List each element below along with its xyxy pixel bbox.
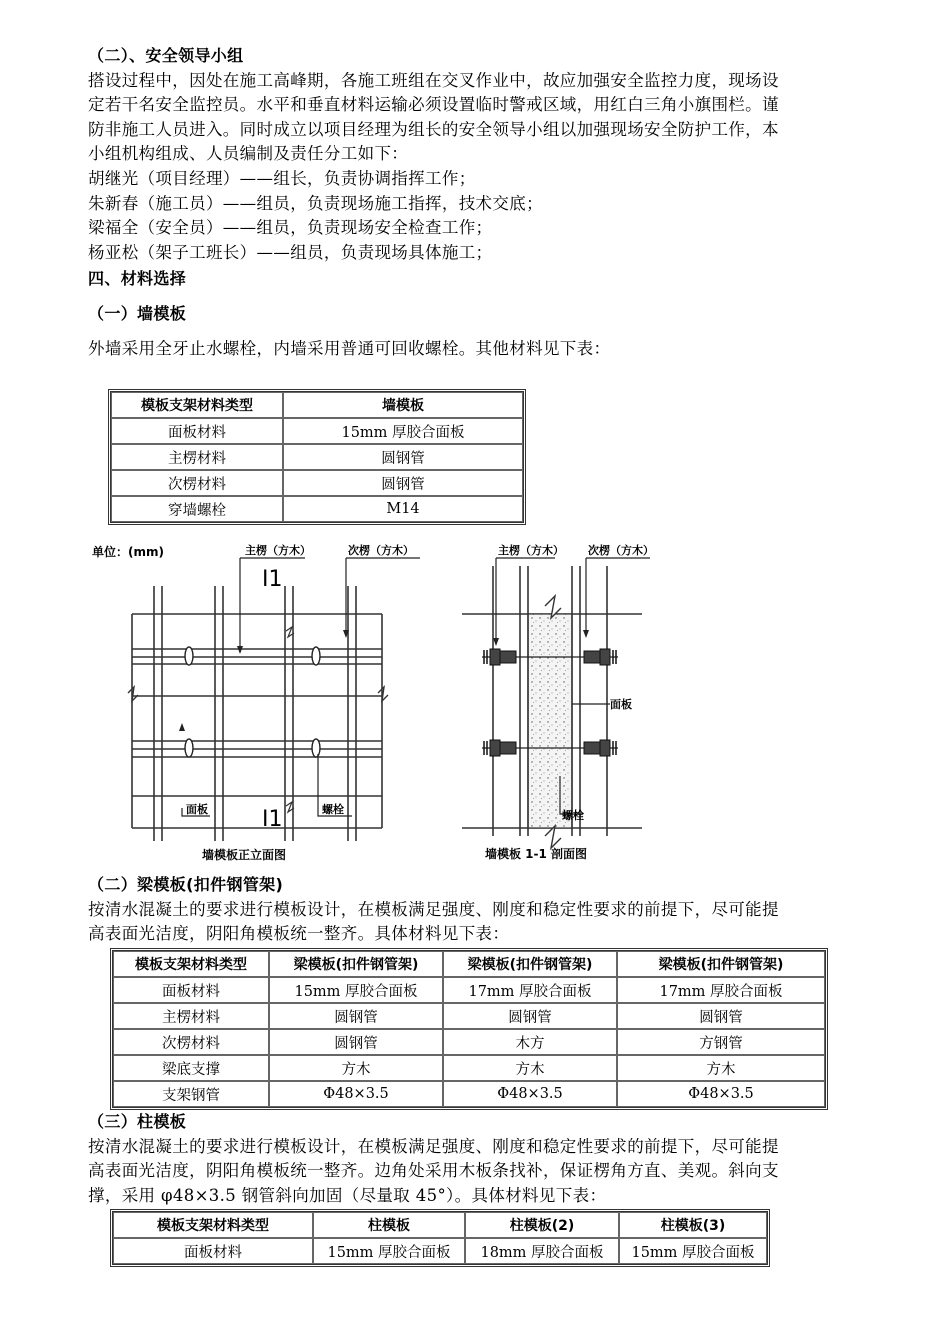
label-bolt: 螺栓 [322,803,344,816]
label-secondary-rib: 次楞（方木） [348,544,414,557]
document-page [88,44,878,361]
table-cell: 面板材料 [111,418,283,444]
table-row [113,1238,767,1264]
table-cell: 圆钢管 [283,470,523,496]
beam-section [88,873,878,947]
table-cell: 圆钢管 [617,1003,825,1029]
table-row [113,1081,825,1107]
table-cell: 18mm 厚胶合面板 [465,1238,619,1264]
section-heading-safety-group: （二）、安全领导小组 [88,46,244,65]
table-header-cell: 梁模板(扣件钢管架) [617,951,825,977]
table-cell: M14 [283,496,523,522]
member-line: 朱新春（施工员）——组员，负责现场施工指挥，技术交底； [88,193,543,213]
table-cell: 圆钢管 [283,444,523,470]
table-row [113,977,825,1003]
section-label-bolt: 螺栓 [562,809,584,822]
paragraph-line: 防非施工人员进入。同时成立以项目经理为组长的安全领导小组以加强现场安全防护工作，本 [88,119,779,139]
table-row [113,1003,825,1029]
table-cell: 方木 [269,1055,443,1081]
beam-formwork-table [110,948,828,1110]
table-header-row [113,951,825,977]
table-cell: 主楞材料 [111,444,283,470]
section-caption: 墙模板 1-1 剖面图 [485,847,588,861]
section-label-main-rib: 主楞（方木） [498,544,564,557]
column-formwork-table [110,1209,770,1267]
wall-formwork-text: 外墙采用全牙止水螺栓，内墙采用普通可回收螺栓。其他材料见下表： [88,338,611,358]
section-mark-top: I1 [262,567,283,592]
table-header-cell: 墙模板 [283,392,523,418]
table-cell: 梁底支撑 [113,1055,269,1081]
table-cell: 面板材料 [113,977,269,1003]
subheading-column-formwork: （三）柱模板 [88,1112,187,1131]
member-line: 胡继光（项目经理）——组长，负责协调指挥工作； [88,168,476,188]
table-cell: 17mm 厚胶合面板 [617,977,825,1003]
table-cell: Φ48×3.5 [443,1081,617,1107]
table-cell: Φ48×3.5 [269,1081,443,1107]
table-cell: 圆钢管 [269,1003,443,1029]
table-cell: 支架钢管 [113,1081,269,1107]
table-row [111,444,523,470]
table-header-cell: 柱模板 [313,1212,465,1238]
elevation-view [92,543,420,862]
table-header-row [113,1212,767,1238]
table-header-cell: 梁模板(扣件钢管架) [443,951,617,977]
section-label-secondary-rib: 次楞（方木） [588,544,654,557]
member-line: 杨亚松（架子工班长）——组员，负责现场具体施工； [88,242,493,262]
table-header-row [111,392,523,418]
table-cell: 圆钢管 [269,1029,443,1055]
table-cell: 15mm 厚胶合面板 [313,1238,465,1264]
table-cell: 方木 [617,1055,825,1081]
table-row [111,470,523,496]
table-cell: 木方 [443,1029,617,1055]
subheading-wall-formwork: （一）墙模板 [88,303,187,323]
table-cell: 主楞材料 [113,1003,269,1029]
unit-label: 单位：(mm) [92,545,164,559]
wall-formwork-figure [90,536,670,866]
table-cell: 15mm 厚胶合面板 [619,1238,767,1264]
table-header-cell: 柱模板(2) [465,1212,619,1238]
table-row [111,418,523,444]
table-cell: 穿墙螺栓 [111,496,283,522]
paragraph-line: 高表面光洁度，阴阳角模板统一整齐。边角处采用木板条找补，保证楞角方直、美观。斜向支 [88,1161,779,1181]
table-cell: 面板材料 [113,1238,313,1264]
label-panel: 面板 [186,803,208,816]
paragraph-line: 搭设过程中，因处在施工高峰期，各施工班组在交叉作业中，故应加强安全监控力度，现场设 [88,70,779,90]
table-row [111,496,523,522]
section-heading-materials: 四、材料选择 [88,269,187,289]
paragraph-line: 撑，采用 φ48×3.5 钢管斜向加固（尽量取 45°）。具体材料见下表： [88,1185,607,1205]
section-mark-bottom: I1 [262,807,283,832]
wall-formwork-table [108,389,526,525]
section-label-panel: 面板 [610,698,632,711]
table-header-cell: 梁模板(扣件钢管架) [269,951,443,977]
paragraph-line: 小组机构组成、人员编制及责任分工如下： [88,144,409,164]
table-header-cell: 模板支架材料类型 [113,951,269,977]
table-cell: 方钢管 [617,1029,825,1055]
table-cell: Φ48×3.5 [617,1081,825,1107]
subheading-beam-formwork: （二）梁模板(扣件钢管架) [88,875,284,894]
paragraph-line: 高表面光洁度，阴阳角模板统一整齐。具体材料见下表： [88,924,510,944]
table-cell: 次楞材料 [113,1029,269,1055]
elevation-caption: 墙模板正立面图 [202,848,287,862]
table-cell: 15mm 厚胶合面板 [269,977,443,1003]
paragraph-line: 按清水混凝土的要求进行模板设计，在模板满足强度、刚度和稳定性要求的前提下，尽可能提 [88,899,779,919]
table-header-cell: 柱模板(3) [619,1212,767,1238]
section-view [462,543,654,861]
label-main-rib: 主楞（方木） [245,544,311,557]
member-line: 梁福全（安全员）——组员，负责现场安全检查工作； [88,218,493,238]
table-header-cell: 模板支架材料类型 [113,1212,313,1238]
table-cell: 圆钢管 [443,1003,617,1029]
table-cell: 方木 [443,1055,617,1081]
table-row [113,1029,825,1055]
table-cell: 17mm 厚胶合面板 [443,977,617,1003]
table-cell: 次楞材料 [111,470,283,496]
column-section [88,1110,878,1208]
table-cell: 15mm 厚胶合面板 [283,418,523,444]
table-row [113,1055,825,1081]
paragraph-line: 定若干名安全监控员。水平和垂直材料运输必须设置临时警戒区域，用红白三角小旗围栏。谨 [88,95,779,115]
paragraph-line: 按清水混凝土的要求进行模板设计，在模板满足强度、刚度和稳定性要求的前提下，尽可能提 [88,1136,779,1156]
table-header-cell: 模板支架材料类型 [111,392,283,418]
